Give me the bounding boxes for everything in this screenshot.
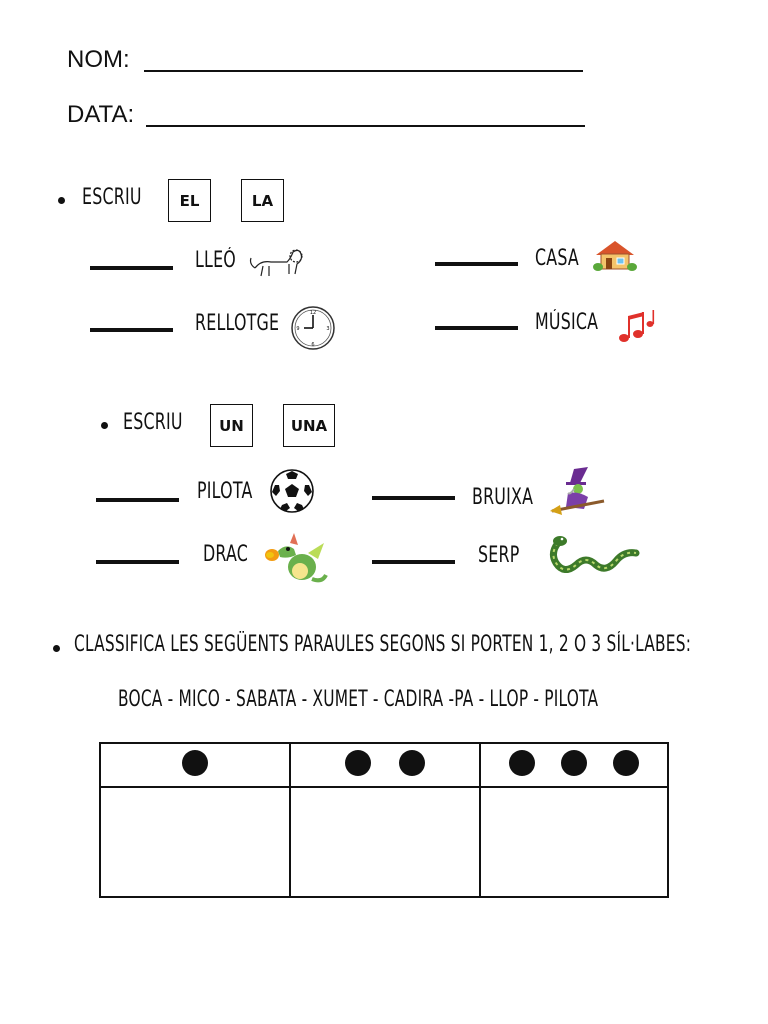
svg-text:3: 3	[326, 326, 330, 332]
word-label: RELLOTGE	[195, 311, 280, 336]
snake-icon	[546, 533, 642, 579]
instruction-text: CLASSIFICA LES SEGÜENTS PARAULES SEGONS SI PORTEN 1, 2 O 3 SÍL·LABES:	[74, 632, 692, 657]
date-label: DATA:	[67, 101, 135, 128]
answer-cell-3-syllables[interactable]	[480, 787, 668, 897]
instruction-text: ESCRIU	[82, 185, 142, 210]
word-label: BRUIXA	[472, 485, 534, 510]
lion-icon	[247, 240, 305, 284]
syllable-dot	[399, 750, 425, 776]
answer-blank[interactable]	[435, 326, 518, 330]
answer-blank[interactable]	[372, 560, 455, 564]
answer-blank[interactable]	[96, 498, 179, 502]
syllable-dot	[345, 750, 371, 776]
answer-cell-2-syllables[interactable]	[290, 787, 480, 897]
syllable-dot	[561, 750, 587, 776]
header-1-syllable	[100, 743, 290, 787]
clock-icon	[289, 305, 337, 351]
word-label: LLEÓ	[195, 248, 236, 273]
answer-cell-1-syllable[interactable]	[100, 787, 290, 897]
word-label: DRAC	[203, 542, 249, 567]
word-label: CASA	[535, 246, 579, 271]
word-list: BOCA - MICO - SABATA - XUMET - CADIRA -PA - LLOP - PILOTA	[118, 687, 599, 712]
word-label: SERP	[478, 543, 520, 568]
bullet	[53, 645, 60, 652]
syllable-dot	[509, 750, 535, 776]
answer-blank[interactable]	[372, 496, 455, 500]
svg-text:12: 12	[309, 310, 317, 316]
svg-text:9: 9	[296, 326, 300, 332]
soccer-ball-icon	[268, 468, 316, 514]
syllable-table	[99, 742, 669, 898]
answer-blank[interactable]	[435, 262, 518, 266]
name-field[interactable]	[144, 70, 583, 72]
music-notes-icon	[614, 306, 658, 348]
bullet	[58, 197, 65, 204]
answer-blank[interactable]	[96, 560, 179, 564]
witch-icon	[548, 465, 606, 521]
option-box-una: UNA	[283, 404, 335, 447]
name-label: NOM:	[67, 46, 130, 73]
instruction-text: ESCRIU	[123, 410, 183, 435]
date-field[interactable]	[146, 125, 585, 127]
syllable-dot	[182, 750, 208, 776]
answer-blank[interactable]	[90, 266, 173, 270]
word-label: MÚSICA	[535, 310, 599, 335]
option-box-el: EL	[168, 179, 211, 222]
dragon-icon	[264, 525, 328, 587]
house-icon	[592, 238, 638, 274]
word-label: PILOTA	[197, 479, 253, 504]
option-box-la: LA	[241, 179, 284, 222]
bullet	[101, 422, 108, 429]
svg-text:6: 6	[311, 342, 315, 348]
header-2-syllables	[290, 743, 480, 787]
header-3-syllables	[480, 743, 668, 787]
syllable-dot	[613, 750, 639, 776]
option-box-un: UN	[210, 404, 253, 447]
answer-blank[interactable]	[90, 328, 173, 332]
